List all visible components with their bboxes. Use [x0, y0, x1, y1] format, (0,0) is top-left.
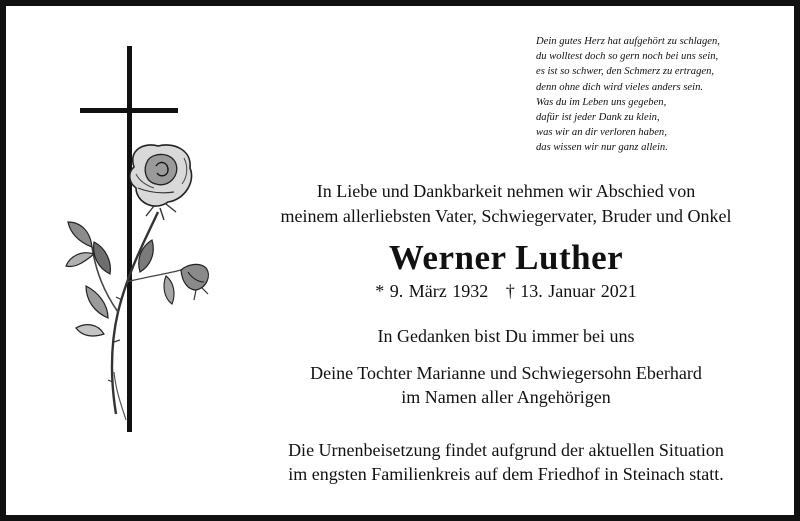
cross-rose-emblem [56, 42, 226, 442]
poem-line: es ist so schwer, den Schmerz zu ertragen, [536, 66, 715, 78]
poem [536, 34, 796, 156]
burial-line-1: Die Urnenbeisetzung findet aufgrund der aktuellen Situation [288, 440, 724, 460]
poem-line: Dein gutes Herz hat aufgehört zu schlagen, [536, 36, 720, 47]
poem-line: was wir an dir verloren haben, [536, 127, 667, 139]
cross-icon [80, 46, 178, 432]
poem-line: du wolltest doch so gern noch bei uns sein, [536, 51, 719, 63]
mourners-line-2: im Namen aller Angehörigen [401, 387, 611, 407]
farewell-intro [236, 179, 776, 229]
poem-line: denn ohne dich wird vieles anders sein. [536, 81, 704, 93]
burial-notice [236, 438, 776, 486]
burial-line-2: im engsten Familienkreis auf dem Friedhof in Steinach statt. [288, 464, 724, 484]
poem-line: das wissen wir nur ganz allein. [536, 142, 668, 154]
death-date: † 13. Januar 2021 [505, 281, 637, 301]
poem-line: dafür ist jeder Dank zu klein, [536, 112, 660, 124]
intro-line-1: In Liebe und Dankbarkeit nehmen wir Abschied von [316, 181, 696, 201]
rose-icon [66, 145, 208, 420]
memorial-phrase: In Gedanken bist Du immer bei uns [377, 326, 635, 346]
deceased-name: Werner Luther [388, 238, 624, 277]
life-dates [236, 279, 776, 303]
intro-line-2: meinem allerliebsten Vater, Schwiegervater, Bruder und Onkel [280, 206, 732, 226]
mourners-line-1: Deine Tochter Marianne und Schwiegersohn Eberhard [310, 363, 702, 383]
mourners [236, 361, 776, 409]
birth-date: * 9. März 1932 [375, 281, 489, 301]
poem-line: Was du im Leben uns gegeben, [536, 96, 667, 108]
